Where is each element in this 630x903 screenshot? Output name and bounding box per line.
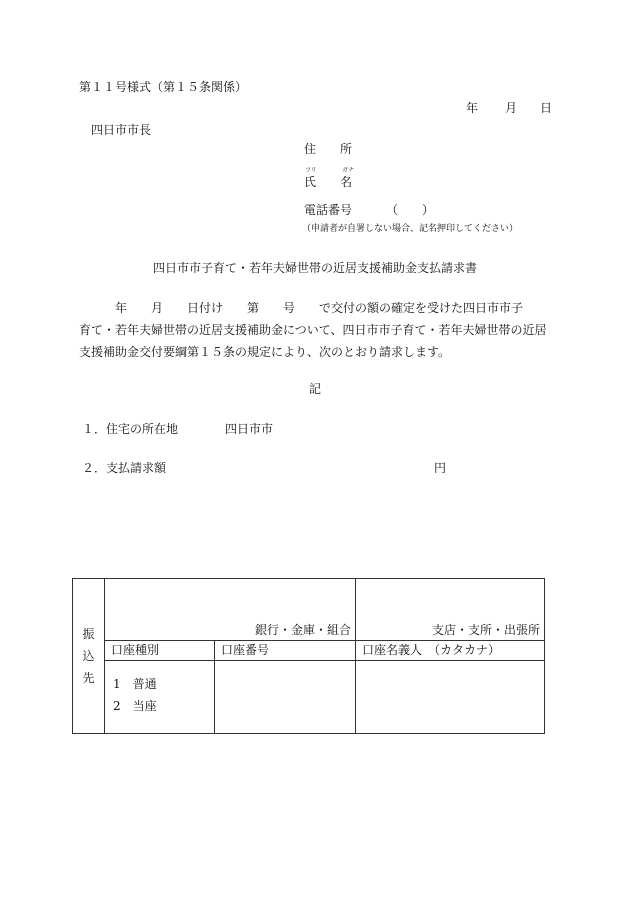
item-amount-label: ２．支払請求額: [82, 461, 167, 475]
bank-transfer-table: [72, 578, 545, 734]
branch-suffix: 支店・支所・出張所: [432, 623, 541, 637]
date-month-label: 月: [505, 101, 518, 115]
item-amount-unit: 円: [434, 461, 447, 475]
item-address-label: １．住宅の所在地: [82, 422, 179, 436]
signature-note: （申請者が自署しない場合、記名押印してください）: [302, 224, 519, 234]
date-day-label: 日: [540, 101, 553, 115]
account-holder-header: 口座名義人 （カタカナ）: [356, 641, 545, 661]
bank-name-cell[interactable]: [105, 579, 356, 641]
side-char: 込: [82, 649, 95, 663]
account-number-header: 口座番号: [215, 641, 356, 661]
account-type-cell[interactable]: [105, 661, 215, 734]
account-type-current[interactable]: 2 当座: [113, 699, 157, 713]
account-number-cell[interactable]: [215, 661, 356, 734]
body-line: 支援補助金交付要綱第１５条の規定により、次のとおり請求します。: [79, 345, 451, 359]
account-type-ordinary[interactable]: 1 普通: [113, 677, 157, 691]
address-label: 住 所: [304, 142, 353, 156]
furigana-right: ガナ: [342, 167, 355, 174]
document-title: 四日市市子育て・若年夫婦世帯の近居支援補助金支払請求書: [152, 261, 477, 275]
addressee: 四日市市長: [91, 123, 152, 137]
name-label: 氏 名: [304, 175, 353, 189]
item-address-value: 四日市市: [225, 422, 274, 436]
branch-name-cell[interactable]: [356, 579, 545, 641]
side-char: 先: [82, 671, 95, 685]
bank-suffix: 銀行・金庫・組合: [255, 623, 352, 637]
transfer-destination-label: [73, 579, 105, 734]
phone-parentheses: （ ）: [386, 203, 435, 217]
side-char: 振: [82, 627, 95, 641]
ki-heading: 記: [309, 382, 322, 396]
furigana-left: フリ: [305, 167, 317, 174]
body-line: 年 月 日付け 第 号 で交付の額の確定を受けた四日市市子: [79, 301, 524, 315]
account-holder-cell[interactable]: [356, 661, 545, 734]
form-number: 第１１号様式（第１５条関係）: [79, 80, 248, 94]
phone-label: 電話番号: [304, 203, 353, 217]
account-type-header: 口座種別: [105, 641, 215, 661]
body-paragraph: [79, 297, 555, 363]
body-line: 育て・若年夫婦世帯の近居支援補助金について、四日市市子育て・若年夫婦世帯の近居: [79, 323, 547, 337]
date-year-label: 年: [466, 101, 479, 115]
